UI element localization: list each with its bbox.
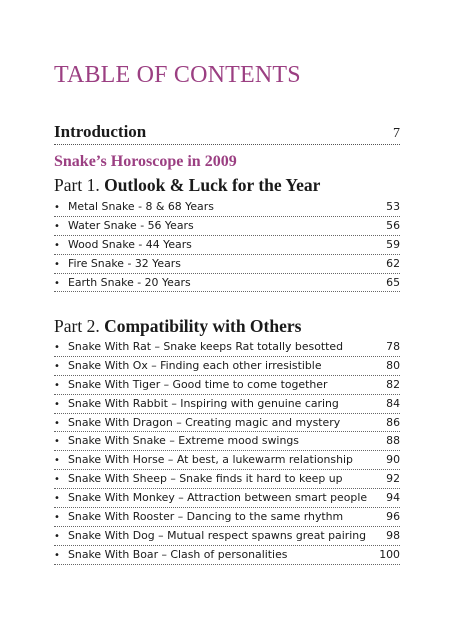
entry-page-number: 82 [386,377,400,391]
entry-page-number: 90 [386,453,400,467]
toc-entry[interactable] [54,357,400,376]
entry-page-number: 96 [386,510,400,524]
entry-label: Snake With Dragon – Creating magic and mystery [68,415,341,429]
toc-entry[interactable] [54,236,400,255]
bullet-icon: • [54,379,60,391]
toc-entry[interactable] [54,414,400,433]
entry-label: Wood Snake - 44 Years [68,237,192,251]
bullet-icon: • [54,360,60,372]
entry-label: Snake With Rat – Snake keeps Rat totally besotted [68,340,344,353]
toc-entry[interactable] [54,508,400,527]
entry-page-number: 94 [386,491,400,505]
entry-label: Snake With Snake – Extreme mood swings [68,434,299,448]
toc-entry[interactable] [54,198,400,217]
entry-label: Snake With Rooster – Dancing to the same rhythm [68,510,344,524]
entry-page-number: 78 [386,340,400,353]
toc-entry[interactable] [54,432,400,451]
part-2-name: Compatibility with Others [104,316,302,336]
section-title: Snake’s Horoscope in 2009 [54,153,237,170]
entry-label: Snake With Boar – Clash of personalities [68,547,288,561]
bullet-icon: • [54,417,60,429]
toc-entry[interactable] [54,255,400,274]
bullet-icon: • [54,277,60,289]
toc-entry[interactable] [54,451,400,470]
bullet-icon: • [54,220,60,232]
entry-label: Snake With Tiger – Good time to come together [68,377,328,391]
bullet-icon: • [54,512,60,524]
toc-entry[interactable] [54,338,400,357]
introduction-page-number: 7 [393,126,400,141]
entry-page-number: 92 [386,472,400,486]
entry-label: Snake With Sheep – Snake finds it hard to keep up [68,472,343,486]
entry-label: Snake With Monkey – Attraction between smart people [68,491,368,505]
entry-page-number: 62 [386,256,400,270]
toc-entry[interactable] [54,527,400,546]
toc-entry[interactable] [54,376,400,395]
bullet-icon: • [54,549,60,561]
part-1-name: Outlook & Luck for the Year [104,175,321,195]
toc-entry[interactable] [54,395,400,414]
entry-label: Metal Snake - 8 & 68 Years [68,200,214,213]
entry-label: Snake With Ox – Finding each other irresistible [68,358,322,372]
bullet-icon: • [54,493,60,505]
bullet-icon: • [54,398,60,410]
bullet-icon: • [54,474,60,486]
introduction-label: Introduction [54,122,147,141]
part-1-prefix: Part 1. [54,175,100,195]
toc-entry[interactable] [54,274,400,293]
entry-label: Earth Snake - 20 Years [68,275,191,289]
entry-label: Snake With Rabbit – Inspiring with genuine caring [68,396,339,410]
part-2-prefix: Part 2. [54,316,100,336]
bullet-icon: • [54,530,60,542]
entry-page-number: 100 [379,547,400,561]
bullet-icon: • [54,258,60,270]
entry-page-number: 80 [386,358,400,372]
bullet-icon: • [54,436,60,448]
entry-page-number: 65 [386,275,400,289]
entry-page-number: 86 [386,415,400,429]
part-2-heading [54,316,301,337]
part-1-entries [54,198,400,292]
bullet-icon: • [54,202,60,213]
toc-entry[interactable] [54,489,400,508]
entry-page-number: 88 [386,434,400,448]
part-2-entries [54,338,400,565]
entry-page-number: 84 [386,396,400,410]
bullet-icon: • [54,239,60,251]
page-title: TABLE OF CONTENTS [54,62,301,88]
entry-label: Snake With Horse – At best, a lukewarm relationship [68,453,353,467]
entry-page-number: 59 [386,237,400,251]
entry-label: Fire Snake - 32 Years [68,256,181,270]
entry-label: Snake With Dog – Mutual respect spawns great pairing [68,528,367,542]
toc-entry[interactable] [54,470,400,489]
bullet-icon: • [54,342,60,353]
entry-page-number: 98 [386,528,400,542]
entry-page-number: 56 [386,218,400,232]
toc-entry[interactable] [54,546,400,565]
entry-page-number: 53 [386,200,400,213]
part-1-heading [54,175,320,196]
toc-entry[interactable] [54,217,400,236]
entry-label: Water Snake - 56 Years [68,218,194,232]
bullet-icon: • [54,455,60,467]
toc-entry-introduction[interactable] [54,122,400,145]
